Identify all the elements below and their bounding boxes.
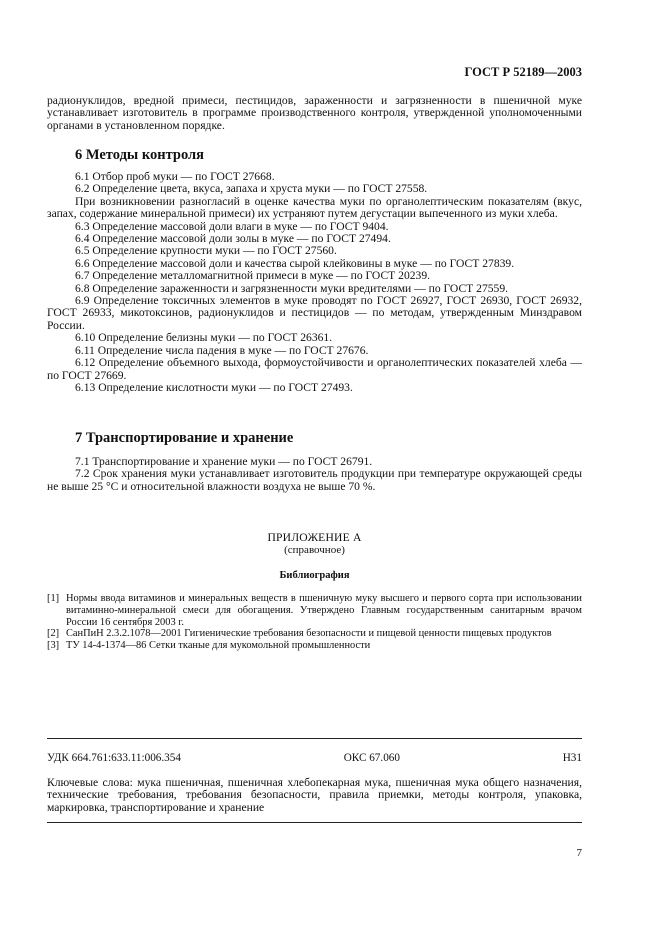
item-6-5: 6.5 Определение крупности муки — по ГОСТ 27560. — [75, 244, 337, 258]
section-7-title: 7 Транспортирование и хранение — [75, 430, 294, 446]
bibliography-item — [47, 640, 582, 652]
bibliography-number: [1] — [47, 593, 60, 604]
appendix-subtitle: (справочное) — [284, 544, 345, 557]
item-6-2-note: При возникновении разногласий в оценке качества муки по органолептическим показателям (вкус, запах, содержание минеральной примеси) их устраняют путем дегустации выпеченного из муки хлеба. — [47, 194, 582, 221]
appendix-header — [47, 532, 582, 557]
classification-code: Н31 — [562, 752, 582, 764]
item-6-9: 6.9 Определение токсичных элементов в муке проводят по ГОСТ 26927, ГОСТ 26930, ГОСТ 26932, ГОСТ 26933, микотоксинов, радионуклидов и пестицидов — по методам, утвержденным Минздравом России. — [47, 294, 582, 332]
udk-code: УДК 664.761:633.11:006.354 — [47, 752, 181, 764]
item-6-1: 6.1 Отбор проб муки — по ГОСТ 27668. — [75, 170, 275, 183]
section-6-body — [47, 171, 582, 394]
bibliography-item — [47, 628, 582, 640]
item-6-2: 6.2 Определение цвета, вкуса, запаха и хруста муки — по ГОСТ 27558. — [75, 182, 428, 196]
item-6-6: 6.6 Определение массовой доли и качества сырой клейковины в муке — по ГОСТ 27839. — [75, 256, 515, 270]
item-6-4: 6.4 Определение массовой доли золы в муке — по ГОСТ 27494. — [75, 232, 391, 246]
keywords-block — [47, 777, 582, 814]
section-6 — [47, 147, 582, 163]
bibliography-item — [47, 593, 582, 628]
appendix-title: ПРИЛОЖЕНИЕ А — [267, 531, 362, 544]
item-6-13: 6.13 Определение кислотности муки — по ГОСТ 27493. — [75, 380, 353, 394]
bibliography-title: Библиография — [279, 570, 350, 581]
intro-block — [47, 95, 582, 132]
bibliography-list — [47, 593, 582, 652]
item-6-10: 6.10 Определение белизны муки — по ГОСТ 26361. — [75, 331, 333, 345]
footer-bottom-divider — [47, 822, 582, 823]
keywords-text: Ключевые слова: мука пшеничная, пшеничная хлебопекарная мука, пшеничная мука общего назначения, технические требования, требования безопасности, правила приемки, методы контроля, упаковка, маркировка, транспортирование и хранение — [47, 776, 582, 814]
section-6-title: 6 Методы контроля — [75, 147, 205, 163]
section-7 — [47, 430, 582, 446]
footer-codes — [47, 752, 582, 764]
bibliography-text: СанПиН 2.3.2.1078—2001 Гигиенические требования безопасности и пищевой ценности пищевых продуктов — [66, 628, 552, 640]
bibliography-number: [3] — [47, 640, 60, 652]
item-6-12: 6.12 Определение объемного выхода, формоустойчивости и органолептических показателей хлеба — по ГОСТ 27669. — [47, 356, 582, 382]
oks-code: ОКС 67.060 — [343, 752, 400, 764]
standard-header: ГОСТ Р 52189—2003 — [464, 65, 582, 79]
intro-paragraph: радионуклидов, вредной примеси, пестицидов, зараженности и загрязненности в пшеничной муке устанавливает изготовитель в программе производственного контроля, утвержденной уполномоченными органами в установленном порядке. — [47, 94, 582, 132]
page-number: 7 — [576, 847, 582, 859]
item-6-11: 6.11 Определение числа падения в муке — по ГОСТ 27676. — [75, 343, 369, 357]
bibliography-text: Нормы ввода витаминов и минеральных веществ в пшеничную муку высшего и первого сорта при использовании витаминно-минеральной смеси для обогащения. Утверждено Главным государственным санитарным врачом России 16 сентября 2003 г. — [66, 593, 582, 628]
section-7-body — [47, 456, 582, 493]
item-6-8: 6.8 Определение зараженности и загрязненности муки вредителями — по ГОСТ 27559. — [75, 281, 509, 295]
item-6-3: 6.3 Определение массовой доли влаги в муке — по ГОСТ 9404. — [75, 219, 389, 233]
item-7-2: 7.2 Срок хранения муки устанавливает изготовитель продукции при температуре окружающей среды не выше 25 °С и относительной влажности воздуха не выше 70 %. — [47, 467, 582, 493]
bibliography-number: [2] — [47, 628, 60, 640]
item-6-7: 6.7 Определение металломагнитной примеси в муке — по ГОСТ 20239. — [75, 269, 431, 283]
footer-top-divider — [47, 738, 582, 739]
bibliography-text: ТУ 14-4-1374—86 Сетки тканые для мукомольной промышленности — [66, 640, 371, 652]
item-7-1: 7.1 Транспортирование и хранение муки — по ГОСТ 26791. — [75, 455, 373, 468]
